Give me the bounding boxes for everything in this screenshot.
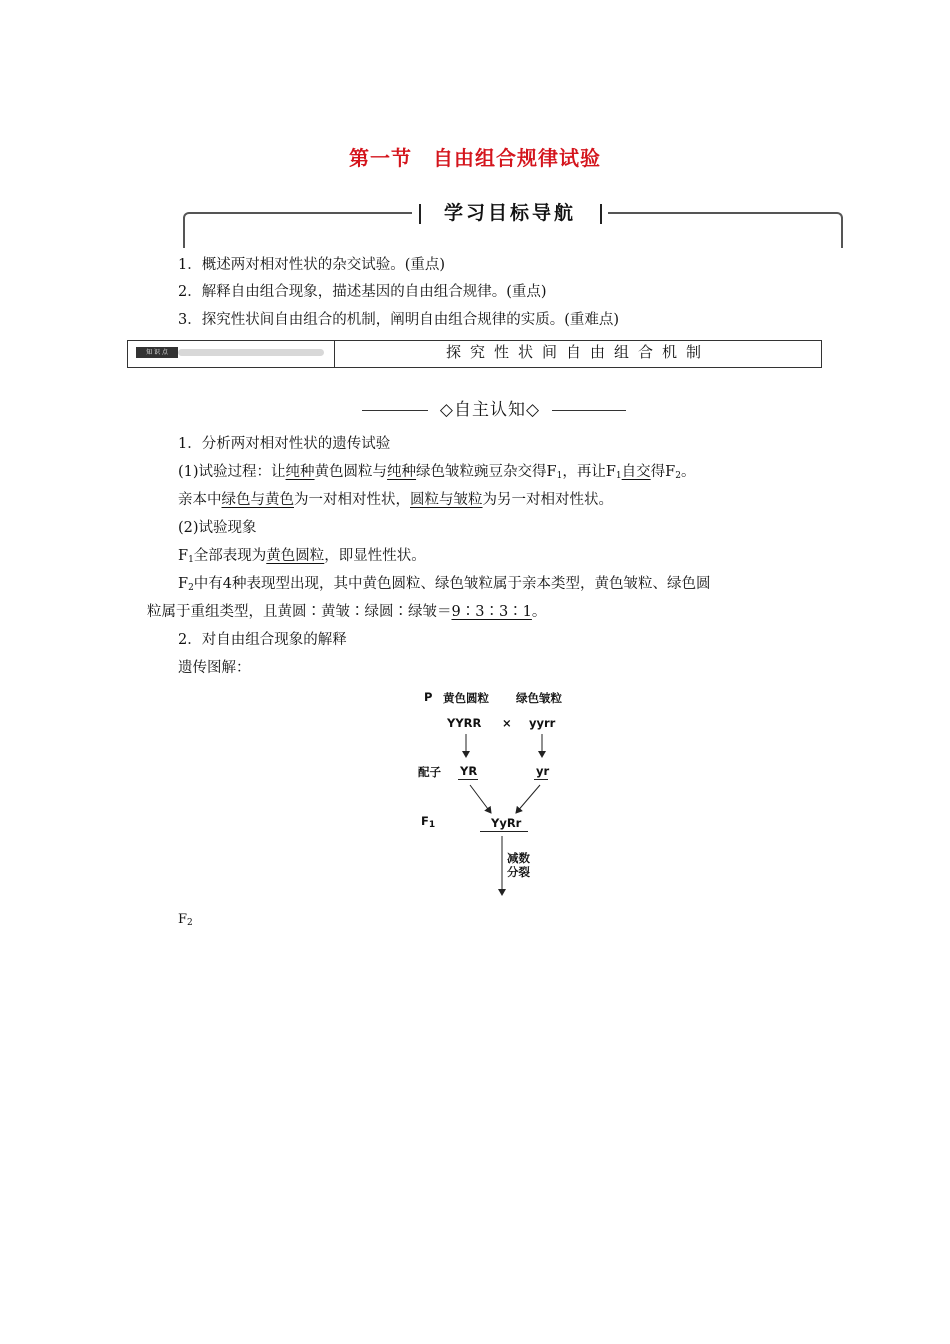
f2-label: $F_2$ [178, 912, 193, 928]
diagram-cross-symbol: × [502, 716, 512, 730]
diagram-gamete-1: YR [460, 764, 478, 778]
heading-1: 1．分析两对相对性状的遗传试验 [178, 436, 391, 452]
diagram-gamete-label: 配子 [418, 765, 441, 779]
objective-item-1: 1．概述两对相对性状的杂交试验。(重点) [178, 257, 446, 273]
heading-2: 2．对自由组合现象的解释 [178, 632, 347, 648]
paragraph-parents: 亲本中绿色与黄色为一对相对性状，圆粒与皱粒为另一对相对性状。 [178, 492, 613, 508]
paragraph-f2-line1: $F_2$中有4种表现型出现，其中黄色圆粒、绿色皱粒属于亲本类型，黄色皱粒、绿色圆 [178, 576, 711, 593]
heading-phenomenon: (2)试验现象 [178, 520, 257, 536]
paragraph-f2-line2: 粒属于重组类型，且黄圆∶黄皱∶绿圆∶绿皱＝9∶3∶3∶1。 [147, 604, 547, 620]
diagram-arrow-gamete-2 [516, 785, 540, 813]
objective-item-2: 2．解释自由组合现象，描述基因的自由组合规律。(重点) [178, 284, 547, 300]
diagram-meiosis-2: 分裂 [507, 865, 530, 879]
diagram-parent-2: 绿色皱粒 [516, 691, 562, 705]
diagram-f1-genotype: YyRr [491, 816, 522, 830]
diagram-gamete-2: yr [536, 764, 550, 778]
paragraph-f1: $F_1$全部表现为黄色圆粒，即显性性状。 [178, 548, 426, 565]
objectives-banner-label: 学习目标导航 [412, 198, 608, 228]
diagram-parent-1: 黄色圆粒 [443, 691, 489, 705]
paragraph-process: (1)试验过程：让纯种黄色圆粒与纯种绿色皱粒豌豆杂交得$F_1$，再让$F_1$自交得$F_2$。 [178, 464, 696, 481]
diagram-f1-label: $F_1$ [421, 814, 436, 830]
objective-item-3: 3．探究性状间自由组合的机制，阐明自由组合规律的实质。(重难点) [178, 312, 620, 328]
knowledge-point-badge: 知 识 点 [136, 347, 178, 358]
knowledge-point-text: 探究性状间自由组合机制 [445, 343, 710, 361]
page-title: 第一节 自由组合规律试验 [349, 146, 601, 170]
diagram-genotype-2: yyrr [529, 716, 556, 730]
diagram-arrow-gamete-1 [470, 785, 491, 813]
diagram-meiosis-1: 减数 [507, 851, 530, 865]
diagram-p-label: P [424, 690, 433, 704]
diagram-caption: 遗传图解： [178, 660, 251, 676]
section-title: ◇自主认知◇ [439, 400, 541, 420]
diagram-genotype-1: YYRR [447, 716, 482, 730]
